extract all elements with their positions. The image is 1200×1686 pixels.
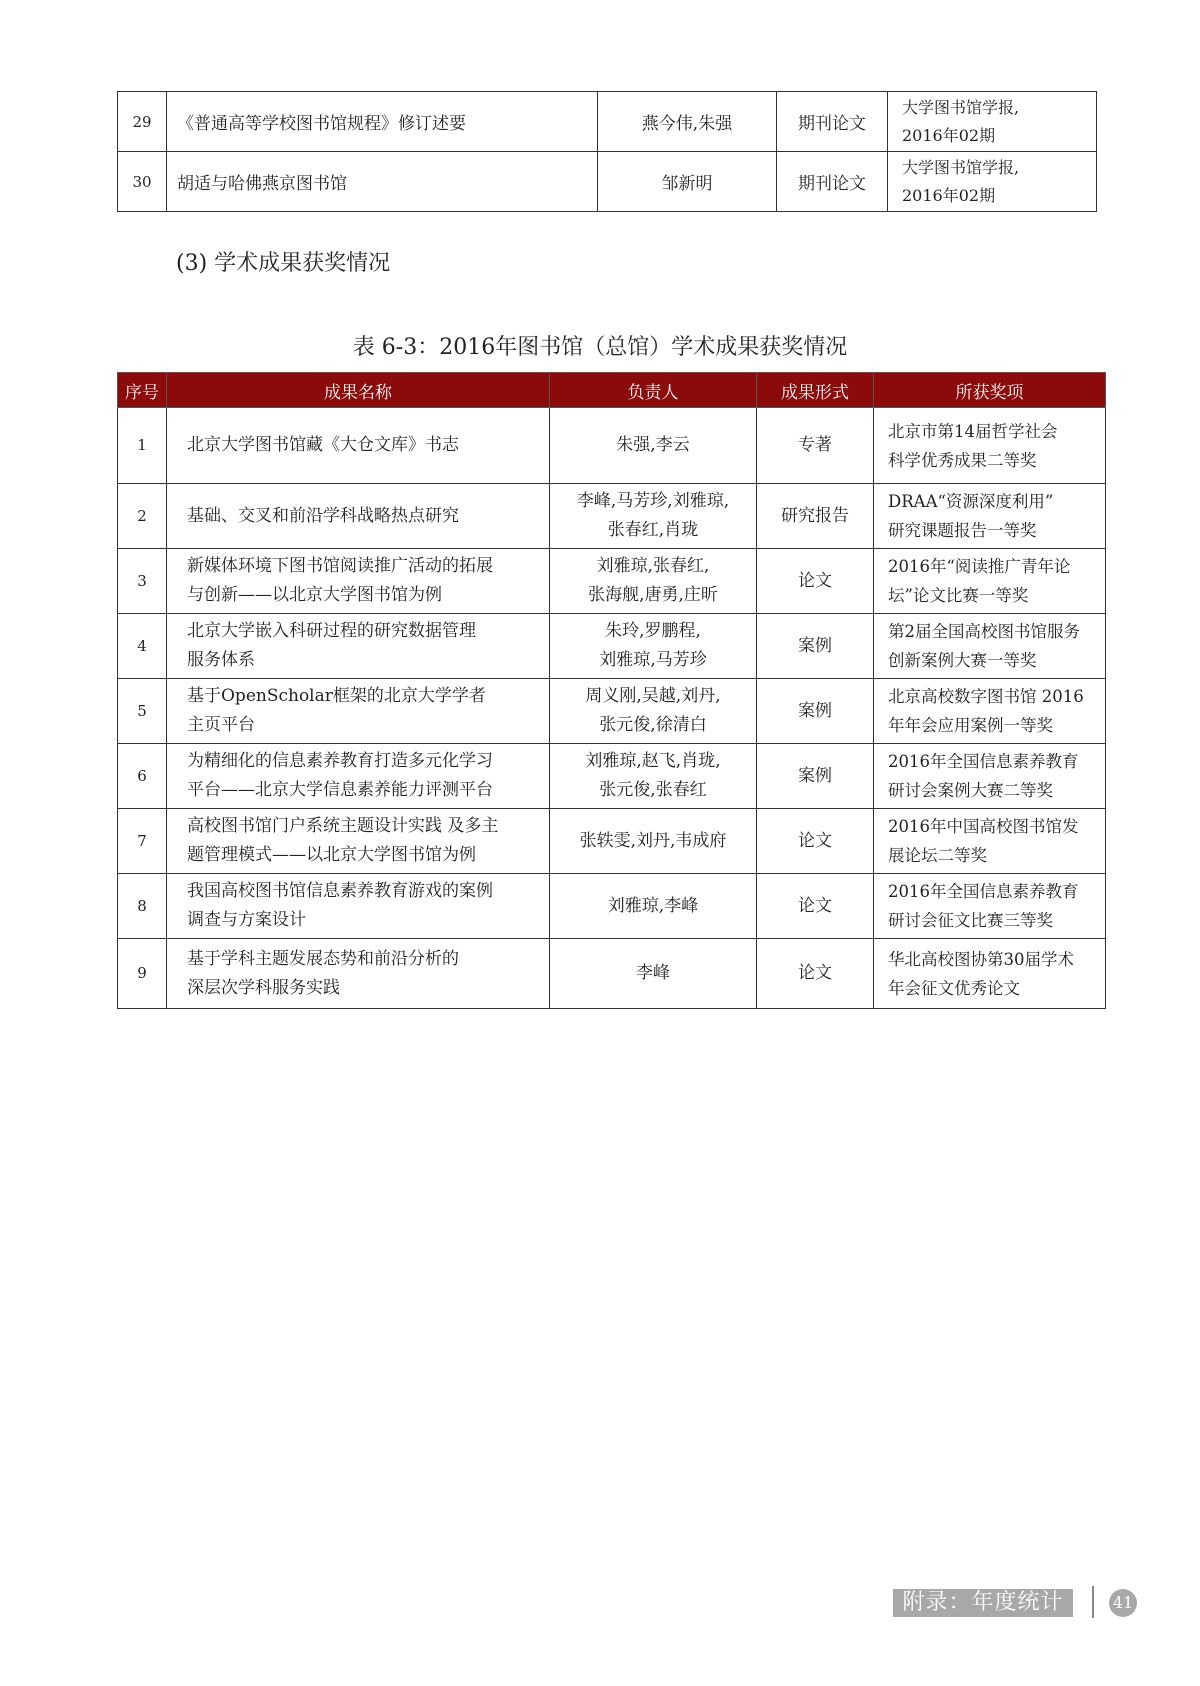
award-received: [874, 408, 1106, 484]
title-line: 基于OpenScholar框架的北京大学学者: [187, 686, 486, 706]
row-number: 5: [118, 679, 167, 744]
title-line: 题管理模式——以北京大学图书馆为例: [187, 845, 476, 865]
footer-section-label: 附录：年度统计: [893, 1589, 1073, 1617]
row-number: 4: [118, 614, 167, 679]
author-line: 张海舰,唐勇,庄昕: [588, 585, 718, 605]
title-line: 主页平台: [187, 715, 255, 735]
award-line: 2016年全国信息素养教育: [888, 752, 1079, 771]
previous-publications-table: [117, 91, 1097, 212]
header-num: 序号: [118, 373, 167, 408]
author-line: 刘雅琼,马芳珍: [599, 650, 707, 670]
responsible-person: [550, 939, 757, 1009]
author-line: 刘雅琼,赵飞,肖珑,: [585, 751, 721, 771]
responsible-person: [550, 679, 757, 744]
paper-title: 《普通高等学校图书馆规程》修订述要: [167, 92, 598, 152]
table-header-row: [118, 373, 1106, 408]
author-line: 张元俊,徐清白: [599, 715, 707, 735]
award-line: 研究课题报告一等奖: [888, 521, 1037, 540]
title-line: 高校图书馆门户系统主题设计实践 及多主: [187, 816, 499, 836]
award-line: 创新案例大赛一等奖: [888, 651, 1037, 670]
table-row: [118, 679, 1106, 744]
award-line: 华北高校图协第30届学术: [888, 949, 1074, 969]
row-number: 1: [118, 408, 167, 484]
achievement-form: 案例: [757, 614, 874, 679]
row-number: 2: [118, 484, 167, 549]
title-line: 我国高校图书馆信息素养教育游戏的案例: [187, 881, 493, 901]
achievement-form: 论文: [757, 874, 874, 939]
author-line: 周义刚,吴越,刘丹,: [585, 686, 721, 706]
achievement-title: [167, 614, 550, 679]
table-row: [118, 874, 1106, 939]
achievement-form: 论文: [757, 549, 874, 614]
header-title: 成果名称: [167, 373, 550, 408]
award-line: 坛”论文比赛一等奖: [888, 586, 1029, 605]
award-received: [874, 809, 1106, 874]
paper-title: 胡适与哈佛燕京图书馆: [167, 152, 598, 212]
section-heading: (3) 学术成果获奖情况: [176, 251, 391, 276]
row-number: 3: [118, 549, 167, 614]
paper-source: [888, 92, 1097, 152]
table-row: [118, 614, 1106, 679]
author-line: 刘雅琼,李峰: [607, 895, 699, 916]
achievement-title: [167, 484, 550, 549]
table-row: [118, 408, 1106, 484]
award-received: [874, 744, 1106, 809]
source-journal: 大学图书馆学报,: [902, 97, 1020, 117]
award-line: 北京高校数字图书馆 2016: [888, 687, 1084, 706]
responsible-person: [550, 484, 757, 549]
source-issue: 2016年02期: [902, 125, 996, 145]
responsible-person: [550, 549, 757, 614]
row-number: 9: [118, 939, 167, 1009]
table-row: [118, 809, 1106, 874]
award-received: [874, 484, 1106, 549]
award-line: 2016年“阅读推广青年论: [888, 557, 1071, 576]
title-line: 调查与方案设计: [187, 910, 306, 930]
title-line: 新媒体环境下图书馆阅读推广活动的拓展: [187, 556, 493, 576]
achievement-form: 论文: [757, 939, 874, 1009]
paper-type: 期刊论文: [777, 152, 888, 212]
award-line: 第2届全国高校图书馆服务: [888, 622, 1080, 641]
paper-source: [888, 152, 1097, 212]
award-line: 展论坛二等奖: [888, 846, 987, 865]
row-number: 30: [118, 152, 167, 212]
responsible-person: [550, 809, 757, 874]
achievement-title: [167, 809, 550, 874]
achievement-form: 研究报告: [757, 484, 874, 549]
achievement-title: [167, 679, 550, 744]
award-line: 科学优秀成果二等奖: [888, 450, 1037, 470]
header-form: 成果形式: [757, 373, 874, 408]
responsible-person: [550, 744, 757, 809]
title-line: 与创新——以北京大学图书馆为例: [187, 585, 442, 605]
author-line: 刘雅琼,张春红,: [596, 556, 710, 576]
achievement-form: 案例: [757, 679, 874, 744]
award-line: 年年会应用案例一等奖: [888, 716, 1053, 735]
award-line: 2016年全国信息素养教育: [888, 882, 1079, 901]
author-line: 张春红,肖珑: [607, 520, 699, 540]
award-received: [874, 614, 1106, 679]
responsible-person: [550, 408, 757, 484]
achievement-title: [167, 549, 550, 614]
achievement-title: [167, 874, 550, 939]
award-line: DRAA“资源深度利用”: [888, 492, 1054, 511]
responsible-person: [550, 874, 757, 939]
title-line: 基础、交叉和前沿学科战略热点研究: [187, 505, 459, 526]
author-line: 张轶雯,刘丹,韦成府: [579, 830, 727, 851]
achievement-form: 论文: [757, 809, 874, 874]
award-received: [874, 679, 1106, 744]
award-line: 研讨会征文比赛三等奖: [888, 911, 1053, 930]
page-number: 41: [1109, 1589, 1137, 1617]
table-row: [118, 549, 1106, 614]
author-line: 李峰: [636, 963, 670, 983]
title-line: 平台——北京大学信息素养能力评测平台: [187, 780, 493, 800]
header-award: 所获奖项: [874, 373, 1106, 408]
achievement-title: [167, 744, 550, 809]
title-line: 北京大学图书馆藏《大仓文库》书志: [187, 435, 459, 455]
title-line: 北京大学嵌入科研过程的研究数据管理: [187, 621, 476, 641]
table-caption: 表 6-3：2016年图书馆（总馆）学术成果获奖情况: [352, 335, 848, 360]
award-received: [874, 874, 1106, 939]
title-line: 为精细化的信息素养教育打造多元化学习: [187, 751, 493, 771]
award-received: [874, 939, 1106, 1009]
award-line: 年会征文优秀论文: [888, 978, 1020, 998]
table-row: [118, 939, 1106, 1009]
paper-author: 燕今伟,朱强: [598, 92, 777, 152]
row-number: 6: [118, 744, 167, 809]
row-number: 7: [118, 809, 167, 874]
award-received: [874, 549, 1106, 614]
achievement-form: 案例: [757, 744, 874, 809]
footer-divider: [1092, 1586, 1094, 1618]
title-line: 深层次学科服务实践: [187, 977, 340, 998]
author-line: 朱强,李云: [616, 435, 690, 455]
source-journal: 大学图书馆学报,: [902, 157, 1020, 177]
title-line: 基于学科主题发展态势和前沿分析的: [187, 948, 459, 969]
header-author: 负责人: [550, 373, 757, 408]
title-line: 服务体系: [187, 650, 255, 670]
achievement-title: [167, 939, 550, 1009]
table-row: [118, 484, 1106, 549]
row-number: 8: [118, 874, 167, 939]
achievement-title: [167, 408, 550, 484]
row-number: 29: [118, 92, 167, 152]
author-line: 李峰,马芳珍,刘雅琼,: [576, 491, 730, 511]
award-line: 北京市第14届哲学社会: [888, 421, 1058, 441]
author-line: 朱玲,罗鹏程,: [605, 621, 701, 641]
table-row: [118, 744, 1106, 809]
author-line: 张元俊,张春红: [599, 780, 707, 800]
achievement-form: 专著: [757, 408, 874, 484]
award-line: 研讨会案例大赛二等奖: [888, 781, 1053, 800]
table-row: [118, 152, 1097, 212]
paper-author: 邹新明: [598, 152, 777, 212]
responsible-person: [550, 614, 757, 679]
award-table: [117, 372, 1106, 1009]
table-row: [118, 92, 1097, 152]
award-line: 2016年中国高校图书馆发: [888, 817, 1079, 836]
source-issue: 2016年02期: [902, 185, 996, 205]
paper-type: 期刊论文: [777, 92, 888, 152]
